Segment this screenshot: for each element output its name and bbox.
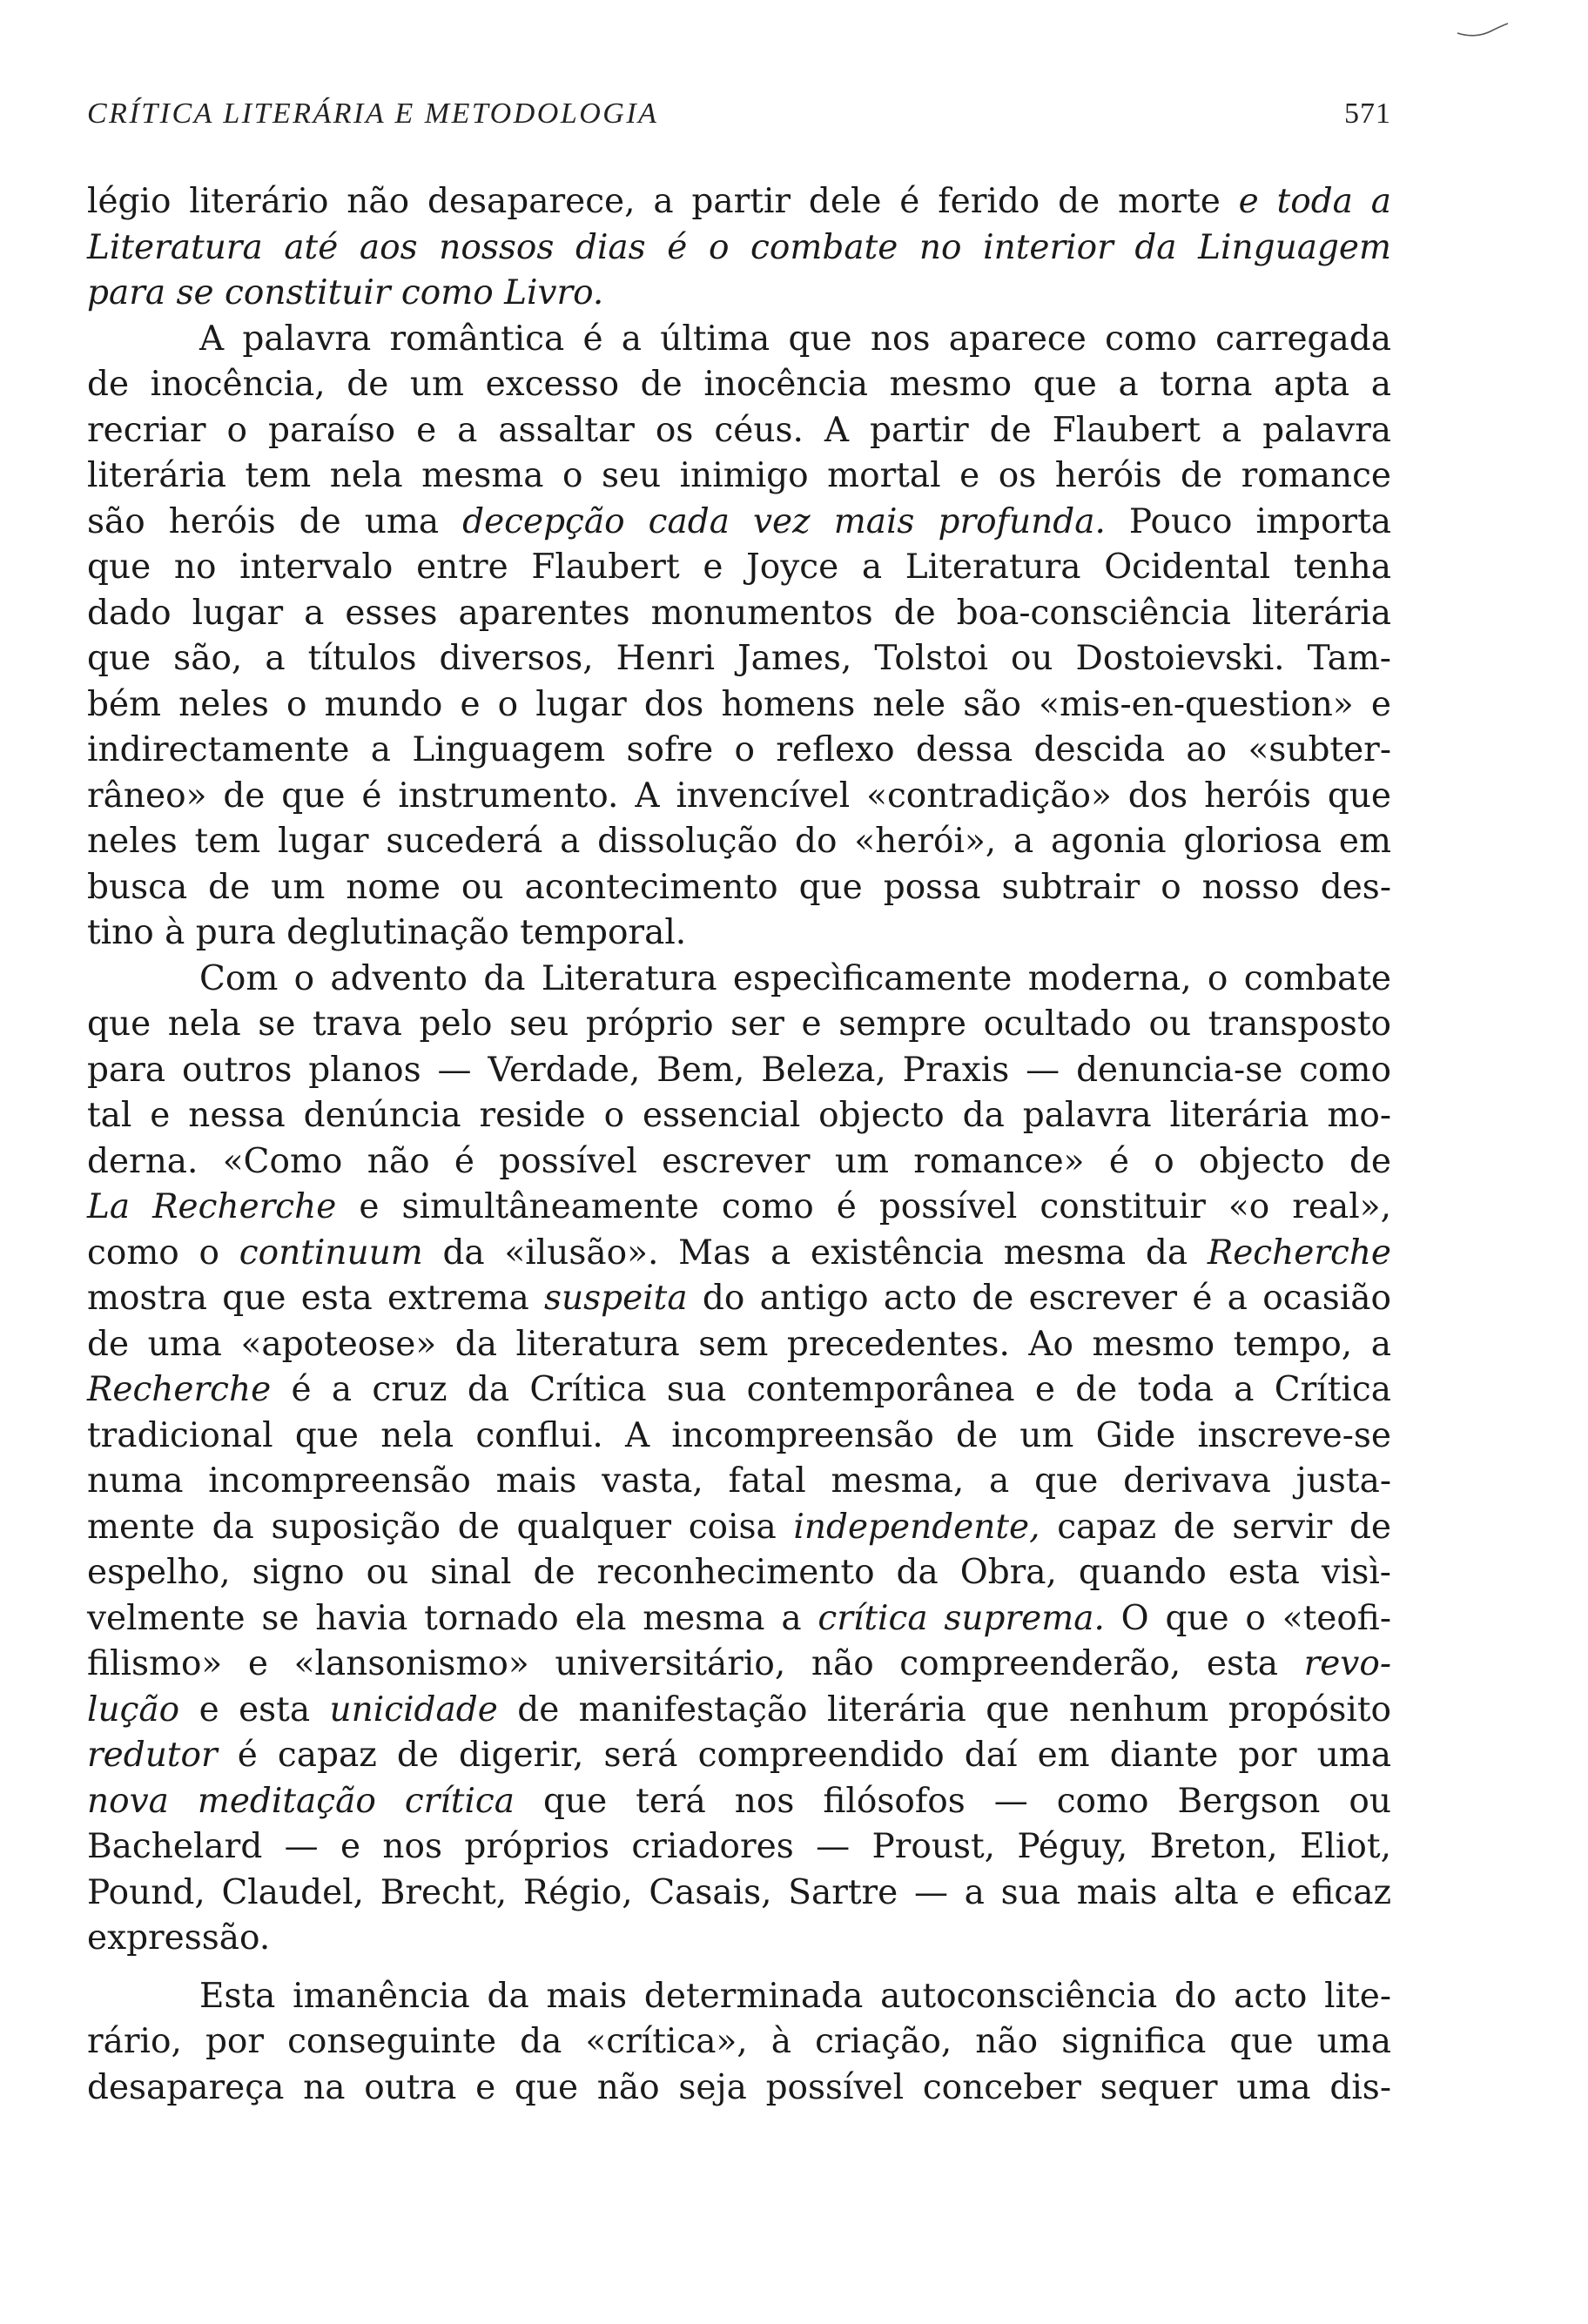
text-line: como o continuum da «ilusão». Mas a existência mesma da Recherche [87,1233,1392,1273]
text-line: tino à pura deglutinação temporal. [87,913,687,952]
text-line: desapareça na outra e que não seja possível conceber sequer uma dis- [87,2067,1391,2107]
text-line: Esta imanência da mais determinada autoconsciência do acto lite- [199,1976,1391,2016]
text-line: râneo» de que é instrumento. A invencível «contradição» dos heróis que [87,776,1391,816]
text-line: filismo» e «lansonismo» universitário, não compreenderão, esta revo- [87,1644,1391,1683]
text-line: que são, a títulos diversos, Henri James, Tolstoi ou Dostoievski. Tam- [87,639,1391,678]
text-line: neles tem lugar sucederá a dissolução do «herói», a agonia gloriosa em [87,822,1391,861]
text-line: recriar o paraíso e a assaltar os céus. A partir de Flaubert a palavra [87,410,1391,450]
pencil-mark [1456,21,1510,38]
text-line: de inocência, de um excesso de inocência mesmo que a torna apta a [87,365,1391,404]
running-head [87,97,1391,141]
paragraph-gap [87,1962,1391,1974]
text-line: tradicional que nela conflui. A incompreensão de um Gide inscreve-se [87,1415,1391,1455]
text-line: tal e nessa denúncia reside o essencial objecto da palavra literária mo- [87,1096,1391,1135]
text-line: bém neles o mundo e o lugar dos homens nele são «mis-en-question» e [87,684,1391,724]
text-line: de uma «apoteose» da literatura sem precedentes. Ao mesmo tempo, a [87,1324,1391,1364]
text-line: mostra que esta extrema suspeita do antigo acto de escrever é a ocasião [87,1279,1392,1318]
text-line: busca de um nome ou acontecimento que possa subtrair o nosso des- [87,867,1391,907]
running-title: CRÍTICA LITERÁRIA E METODOLOGIA [87,97,659,130]
text-line: lução e esta unicidade de manifestação literária que nenhum propósito [87,1689,1392,1730]
text-line: velmente se havia tornado ela mesma a crítica suprema. O que o «teofi- [87,1598,1391,1638]
text-line: redutor é capaz de digerir, será compreendido daí em diante por uma [87,1736,1391,1775]
text-line: dado lugar a esses aparentes monumentos de boa-consciência literária [87,593,1391,633]
text-line: espelho, signo ou sinal de reconhecimento da Obra, quando esta visì- [87,1553,1391,1592]
body-text [87,179,1391,2111]
text-line: A palavra romântica é a última que nos aparece como carregada [199,319,1391,359]
text-line: expressão. [87,1918,271,1958]
text-line: numa incompreensão mais vasta, fatal mesma, a que derivava justa- [87,1461,1391,1501]
text-line: Pound, Claudel, Brecht, Régio, Casais, Sartre — a sua mais alta e eficaz [87,1872,1391,1912]
text-line: Bachelard — e nos próprios criadores — Proust, Péguy, Breton, Eliot, [87,1827,1391,1866]
text-line: mente da suposição de qualquer coisa independente, capaz de servir de [87,1507,1391,1547]
text-line: para outros planos — Verdade, Bem, Beleza, Praxis — denuncia-se como [87,1050,1391,1090]
text-line: que nela se trava pelo seu próprio ser e sempre ocultado ou transposto [87,1004,1391,1044]
text-line: nova meditação crítica que terá nos filósofos — como Bergson ou [87,1781,1391,1821]
text-line: derna. «Como não é possível escrever um romance» é o objecto de [87,1141,1391,1181]
text-line: rário, por conseguinte da «crítica», à criação, não significa que uma [87,2022,1391,2061]
text-line: Literatura até aos nossos dias é o combate no interior da Linguagem [87,227,1391,267]
text-line: La Recherche e simultâneamente como é possível constituir «o real», [87,1187,1391,1226]
text-line: que no intervalo entre Flaubert e Joyce a Literatura Ocidental tenha [87,547,1391,587]
text-line: são heróis de uma decepção cada vez mais profunda. Pouco importa [87,501,1391,541]
text-line: Recherche é a cruz da Crítica sua contemporânea e de toda a Crítica [87,1370,1391,1409]
text-line: légio literário não desaparece, a partir dele é ferido de morte e toda a [87,182,1391,221]
text-line: para se constituir como Livro. [87,273,604,312]
page-number: 571 [1344,97,1391,130]
text-line: Com o advento da Literatura especìficamente moderna, o combate [199,958,1391,998]
text-line: indirectamente a Linguagem sofre o reflexo dessa descida ao «subter- [87,730,1391,769]
text-line: literária tem nela mesma o seu inimigo mortal e os heróis de romance [87,456,1391,495]
